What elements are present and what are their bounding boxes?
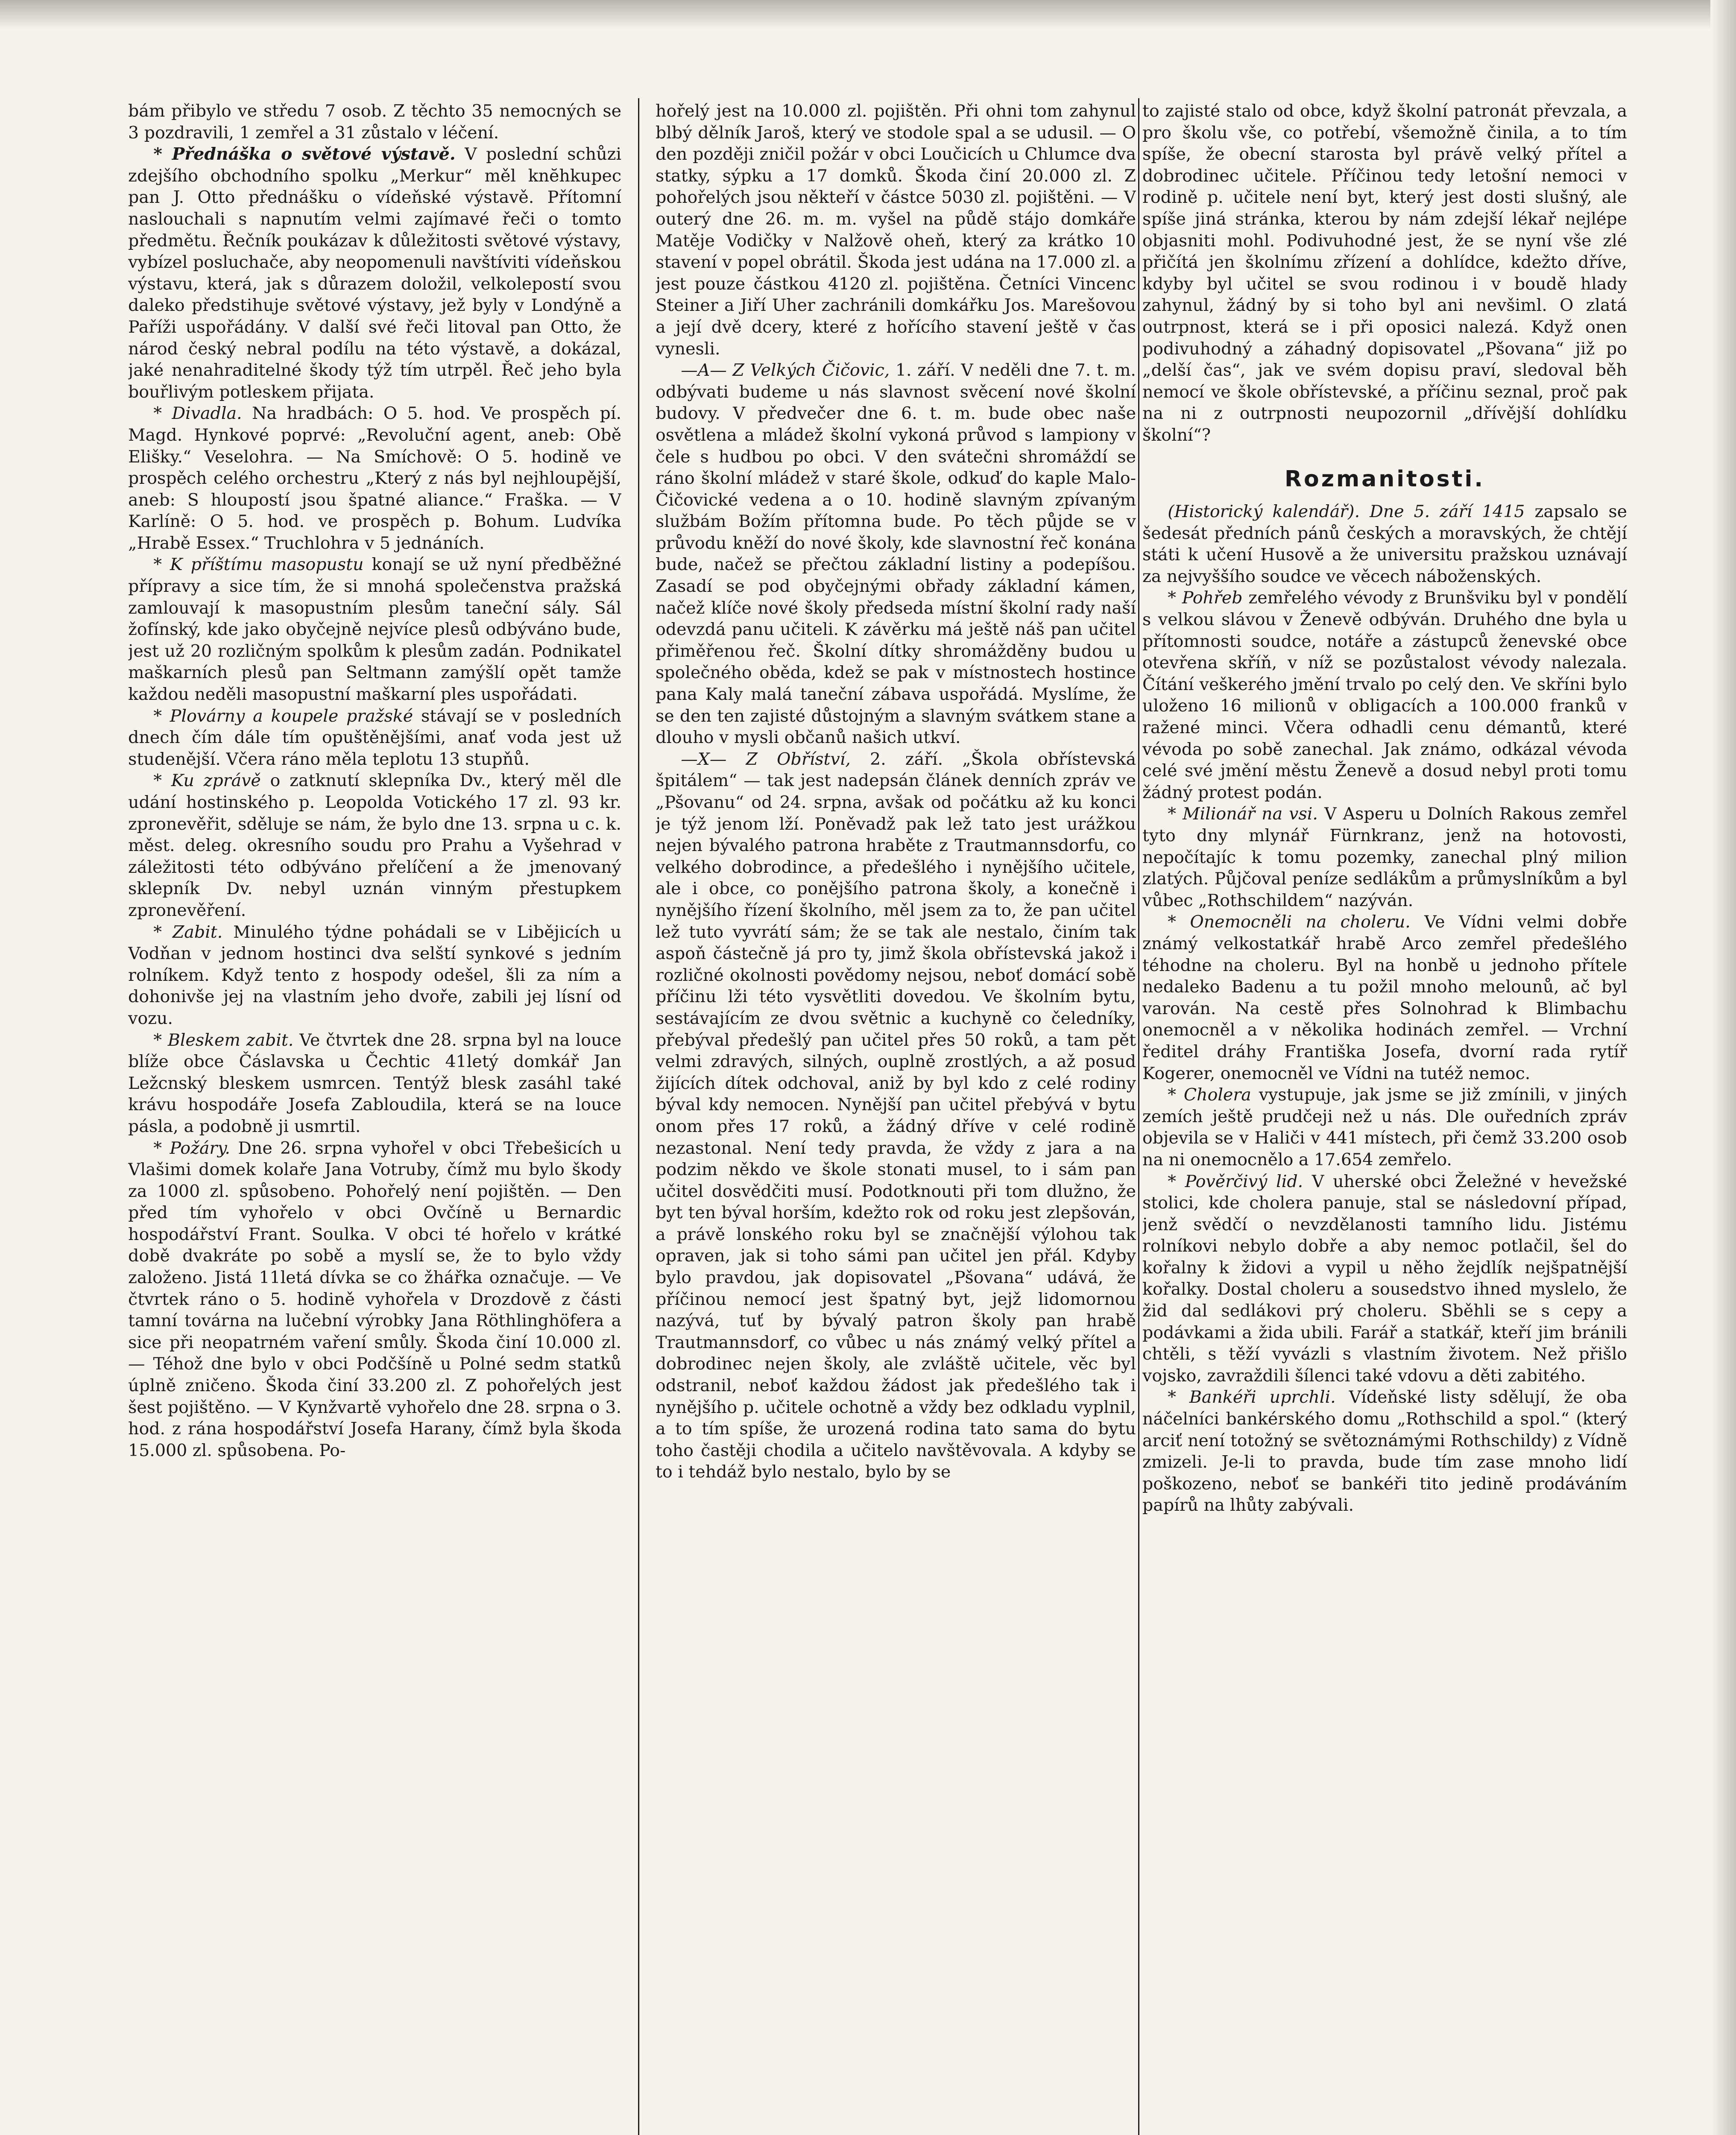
- item-heading: * Ku zprávě: [153, 771, 261, 791]
- news-item: [1142, 1084, 1627, 1170]
- item-body: stávají se v posledních dnech čím dále tím opuštěnějšími, anať voda jest už studenější. Včera ráno měla teplotu 13 stupňů.: [128, 706, 621, 769]
- section-heading: Rozmanitosti.: [1284, 466, 1485, 492]
- news-item: [1142, 911, 1627, 1084]
- item-body: zapsalo se šedesát předních pánů českých a moravských, že chtějí státi k učení Husově a že universitu pražskou uznávají za nejvyššího soudce ve věcech náboženských.: [1142, 502, 1627, 586]
- news-item: [128, 554, 621, 705]
- item-body: V Asperu u Dolních Rakous zemřel tyto dny mlynář Fürnkranz, jenž na hotovosti, nepočítajíc k tomu pozemky, zanechal plný milion zlatých. Půjčoval peníze sedlákům a průmyslníkům a byl vůbec „Rothschildem“ nazýván.: [1142, 804, 1627, 910]
- item-heading: * Pověrčivý lid.: [1168, 1171, 1303, 1191]
- item-body: Dne 26. srpna vyhořel v obci Třebešicích u Vlašimi domek kolaře Jana Votruby, čímž mu bylo škody za 1000 zl. spůsobeno. Pohořelý není pojištěn. — Den před tím vyhořelo v obci Ovčíně u Bernardic hospodářství Frant. Soulka. V obci té hořelo v krátké době dvakráte po sobě a myslí se, že to bylo vždy založeno. Jistá 11letá dívka se co žhářka označuje. — Ve čtvrtek ráno o 5. hodině vyhořela v Drozdově z části tamní továrna na lučební výrobky Jana Röthlinghöfera a sice při neopatrném vaření smůly. Škoda činí 10.000 zl. — Téhož dne bylo v obci Podčšíně u Polné sedm statků úplně zničeno. Škoda činí 33.200 zl. Z pohořelých jest šest pojištěno. — V Kynžvartě vyhořelo dne 28. srpna o 3. hod. z rána hospodářství Josefa Harany, čímž byla škoda 15.000 zl. spůsobena. Po-: [128, 1138, 621, 1460]
- news-item: [1142, 587, 1627, 803]
- item-heading: * Přednáška o světové výstavě.: [153, 144, 456, 164]
- item-heading: —X— Z Obříství,: [681, 749, 851, 769]
- scan-edge-right: [1710, 0, 1736, 2135]
- news-item: [656, 749, 1136, 1483]
- item-heading: * Plovárny a koupele pražské: [153, 706, 413, 726]
- paragraph: hořelý jest na 10.000 zl. pojištěn. Při ohni tom zahynul blbý dělník Jaroš, který ve stodole spal a se udusil. — O den později zničil požár v obci Loučicích u Chlumce dva statky, sýpku a 17 domků. Škoda činí 20.000 zl. Z pohořelých jsou někteří v částce 5030 zl. pojištěni. — V outerý dne 26. m. m. vyšel na půdě stájo domkáře Matěje Vodičky v Nalžově oheň, který za krátko 10 stavení v popel obrátil. Škoda jest udána na 17.000 zl. a jest pouze částkou 4120 zl. pojištěna. Četníci Vincenc Steiner a Jiří Uher zachránili domkářku Jos. Marešovou a její dvě dcery, které z hořícího stavení ještě v čas vynesli.: [656, 101, 1136, 359]
- item-body: 1. září. V neděli dne 7. t. m. odbývati budeme u nás slavnost svěcení nové školní budovy. V předvečer dne 6. t. m. bude obec naše osvětlena a mládež školní vykoná průvod s lampiony v čele s hudbou po obci. V den svátečni shromáždí se ráno školní mládež v staré škole, odkuď do kaple Malo-Čičovické vedena a o 10. hodině slavným zpívaným službám Božím přítomna bude. Po těch půjde se v průvodu kněží do nové školy, kde slavnostní řeč konána bude, načež se přečtou základní listiny a podepíšou. Zasadí se pod obyčejnými obřady základní kámen, načež klíče nové školy předseda místní školní rady naší odevzdá panu učiteli. K závěrku má ještě náš pan učitel přiměřenou řeč. Školní dítky shromážděny budou u společného oběda, kdež se pak v místnostech hostince pana Kaly malá taneční zábava uspořádá. Myslíme, že se den ten zajisté důstojným a slavným svátkem stane a dlouho v mysli občanů našich utkví.: [656, 360, 1136, 748]
- item-heading: * Milionář na vsi.: [1168, 804, 1318, 824]
- item-body: 2. září. „Škola obřístevská špitálem“ — tak jest nadepsán článek denních zpráv ve „Pšovanu“ od 24. srpna, avšak od počátku až ku konci je týž jenom lží. Poněvadž pak lež tato jest urážkou nejen bývalého patrona hraběte z Trautmannsdorfu, co velkého dobrodince, a předešlého i nynějšího učitele, ale i obce, co ponějšího patrona školy, a konečně i nynějšího řízení školního, měl jsem za to, že pan učitel lež tuto vyvrátí sám; že se tak ale nestalo, činím tak aspoň částečně já pro ty, jimž škola obřístevská jakož i rozličné okolnosti povědomy nejsou, neboť domácí sobě příčinu lži této vysvětliti dovedou. Ve školním bytu, sestávajícím ze dvou světnic a kuchyně co čeledníky, přebýval předešlý pan učitel přes 50 roků, a tam pět velmi zdravých, silných, ouplně zrostlých, a až posud žijících dítek odchoval, aniž by byl kdo z celé rodiny býval kdy nemocen. Nynější pan učitel přebývá v bytu onom přes 17 roků, a žádný dříve v celé rodině nezastonal. Není tedy pravda, že vždy z jara a na podzim někdo ve škole stonati musel, to i sám pan učitel dosvědčiti musí. Podotknouti při tom dlužno, že byt ten býval horším, kdežto rok od roku jest zlepšován, a právě lonského roku byl se značnější výlohou tak opraven, jak si toho sámi pan učitel jen přál. Kdyby bylo pravdou, jak dopisovatel „Pšovana“ udává, že příčinou nemocí jest špatný byt, jejž lidomornou nazývá, tuť by bývalý patron školy pan hrabě Trautmannsdorf, co vůbec u nás známý velký přítel a dobrodinec nejen školy, ale zvláště učitele, věc byl odstranil, neboť každou žádost jak předešlého tak i nynějšího p. učitele ochotně a vždy bez odkladu vyplnil, a to tím spíše, že urozená rodina tato sama do bytu toho častěji chodila a učitelo navštěvovala. A kdyby se to i tehdáž bylo nestalo, bylo by se: [656, 749, 1136, 1482]
- scan-edge-top: [0, 0, 1736, 30]
- item-heading: * Zabit.: [153, 922, 223, 942]
- news-item: [1142, 803, 1627, 911]
- column-left: [128, 100, 621, 2135]
- item-body: konají se už nyní předběžné přípravy a sice tím, že si mnohá společenstva pražská zamlouvají k masopustním plesům taneční sály. Sál žofínský, kde jako obyčejně nejvíce plesů odbýváno bude, jest už 20 rozličným spolkům k plesům zadán. Podnikatel maškarních plesů pan Seltmann zamýšlí opět tamže každou neděli masopustní maškarní ples uspořádati.: [128, 555, 621, 705]
- item-body: Na hradbách: O 5. hod. Ve prospěch pí. Magd. Hynkové poprvé: „Revoluční agent, aneb: Obě Elišky.“ Veselohra. — Na Smíchově: O 5. hodině ve prospěch celého orchestru „Který z nás byl nejhloupější, aneb: S hloupostí jsou špatné aliance.“ Fraška. — V Karlíně: O 5. hod. ve prospěch p. Bohum. Ludvíka „Hrabě Essex.“ Truchlohra v 5 jednáních.: [128, 404, 621, 553]
- news-item: [128, 921, 621, 1029]
- item-body: V poslední schůzi zdejšího obchodního spolku „Merkur“ měl knĕhkupec pan J. Otto přednášku o vídeňské výstavě. Přítomní naslouchali s napnutím velmi zajímavé řeči o tomto předmětu. Řečník poukázav k důležitosti světové výstavy, vybízel posluchače, aby neopomenuli navštíviti vídeňskou výstavu, která, jak s důrazem doložil, velkolepostí svou daleko předstihuje světové výstavy, jež byly v Londýně a Paříži uspořádány. V další své řeči litoval pan Otto, že národ český nebral podílu na této výstavě, a dokázal, jaké nenahraditelné škody týž tím utrpěl. Řeč jeho byla bouřlivým potleskem přijata.: [128, 144, 621, 402]
- item-heading: * Bleskem zabit.: [153, 1030, 294, 1050]
- item-heading: * Cholera: [1168, 1085, 1251, 1105]
- news-item: [1142, 1171, 1627, 1387]
- item-heading: * Požáry.: [153, 1138, 230, 1158]
- item-body: o zatknutí sklepníka Dv., který měl dle udání hostinského p. Leopolda Votického 17 zl. 93 kr. zpronevěřit, sděluje se nám, že bylo dne 13. srpna u c. k. měst. deleg. okresního soudu pro Prahu a Vyšehrad v záležitosti této odbýváno přelíčení a že jmenovaný sklepník Dv. nebyl uznán vinným přestupkem zpronevěření.: [128, 771, 621, 920]
- column-right: [1142, 100, 1627, 2135]
- news-item: [128, 705, 621, 770]
- news-item: [1142, 501, 1627, 587]
- item-heading: * Bankéři uprchli.: [1168, 1387, 1336, 1407]
- column-rule: [638, 98, 639, 2135]
- item-body: zemřelého vévody z Brunšviku byl v pondělí s velkou slávou v Ženevě odbýván. Druhého dne byla u přítomnosti soudce, notáře a zástupců ženevské obce otevřena skříň, v níž se pozůstalost vévody nalezala. Čítání veškerého jmění trvalo po celý den. Ve skříni bylo uloženo 16 milionů v obligacích a 100.000 franků v ražené minci. Včera odhadli cenu démantů, které vévoda po sobě zanechal. Jak známo, odkázal vévoda celé své jmění městu Ženevě a dosud nebyl proti tomu žádný protest podán.: [1142, 588, 1627, 802]
- item-heading: * Divadla.: [153, 404, 242, 424]
- news-item: [128, 1138, 621, 1462]
- item-heading: —A— Z Velkých Čičovic,: [681, 360, 890, 380]
- item-body: Ve Vídni velmi dobře známý velkostatkář hrabě Arco zemřel předešlého téhodne na choleru. Byl na honbě u jednoho přítele nedaleko Badenu a tu požil mnoho melounů, ač byl varován. Na cestě přes Solnohrad k Blimbachu onemocněl a v několika hodinách zemřel. — Vrchní ředitel dráhy Františka Josefa, dvorní rada rytíř Kogerer, onemocněl ve Vídni na tutéž nemoc.: [1142, 912, 1627, 1083]
- item-heading: * K příštímu masopustu: [153, 555, 364, 575]
- column-rule: [1138, 98, 1139, 2135]
- item-body: Minulého týdne pohádali se v Libějicích u Vodňan v jednom hostinci dva selští synkové s jedním rolníkem. Když tento z hospody odešel, šli za ním a dohonivše jej na vlastním jeho dvoře, zabili jej lísní od vozu.: [128, 922, 621, 1028]
- news-item: [1142, 1386, 1627, 1516]
- news-item: [128, 1029, 621, 1138]
- column-middle: [656, 100, 1136, 2135]
- item-body: Vídeňské listy sdělují, že oba náčelníci bankérského domu „Rothschild a spol.“ (který arciť není totožný se světoznámými Rothschildy) z Vídně zmizeli. Je-li to pravda, bude tím zase mnoho lidí poškozeno, neboť se bankéři tito jedině prodáváním papírů na lhůty zabývali.: [1142, 1387, 1627, 1515]
- item-heading: (Historický kalendář). Dne 5. září 1415: [1168, 502, 1525, 522]
- item-heading: * Onemocněli na choleru.: [1168, 912, 1411, 932]
- news-item: [128, 770, 621, 921]
- item-body: V uherské obci Želežné v hevežské stolici, kde cholera panuje, stal se následovní případ, jenž svědčí o nevzdělanosti tamního lidu. Jistému rolníkovi nebylo dobře a aby nemoc potlačil, šel do kořalny k židovi a vypil u něho žejdlík nejšpatnější kořalky. Dostal choleru a sousedstvo ihned myslelo, že žid dal sedlákovi prý choleru. Sběhli se s cepy a podávkami a žida ubili. Farář a statkář, kteří jim bránili chtěli, s těží vyvázli s vlastním životem. Než přišlo vojsko, zavraždili šílenci také vdovu a děti zabitého.: [1142, 1171, 1627, 1386]
- paragraph: bám přibylo ve středu 7 osob. Z těchto 35 nemocných se 3 pozdravili, 1 zemřel a 31 zůstalo v léčení.: [128, 101, 621, 143]
- news-item: [656, 360, 1136, 749]
- paragraph: to zajisté stalo od obce, když školní patronát převzala, a pro školu vše, co potřebí, všemožně činila, a to tím spíše, že obecní starosta byl právě velký přítel a dobrodinec učitele. Příčinou tedy letošní nemoci v rodině p. učitele není byt, který jest dosti slušný, ale spíše jiná stránka, kterou by nám zdejší lékař nejlépe objasniti mohl. Podivuhodné jest, že se nyní vše zlé přičítá jen školnímu zřízení a dohlídce, kdežto dříve, kdyby byl učitel se svou rodinou i v boudě hlady zahynul, žádný by si toho byl ani nevšiml. O zlatá outrpnost, která se i při oposici nalezá. Když onen podivuhodný a záhadný dopisovatel „Pšovana“ již po „delší čas“, jak ve svém dopisu praví, sledoval běh nemocí ve škole obřístevské, a příčinu seznal, proč pak na ni z outrpnosti neupozornil „dřívější dohlídku školní“?: [1142, 101, 1627, 445]
- news-item: [128, 403, 621, 554]
- item-body: vystupuje, jak jsme se již zmínili, v jiných zemích ještě prudčeji než u nás. Dle ouředních zpráv objevila se v Haliči v 441 místech, při čemž 33.200 osob na ni onemocnělo a 17.654 zemřelo.: [1142, 1085, 1627, 1170]
- news-item: [128, 143, 621, 403]
- item-body: Ve čtvrtek dne 28. srpna byl na louce blíže obce Čáslavska u Čechtic 41letý domkář Jan Ležcnský bleskem usmrcen. Tentýž blesk zasáhl také krávu hospodáře Josefa Zabloudila, která se na louce pásla, a podobně ji usmrtil.: [128, 1030, 621, 1136]
- item-heading: * Pohřeb: [1168, 588, 1243, 608]
